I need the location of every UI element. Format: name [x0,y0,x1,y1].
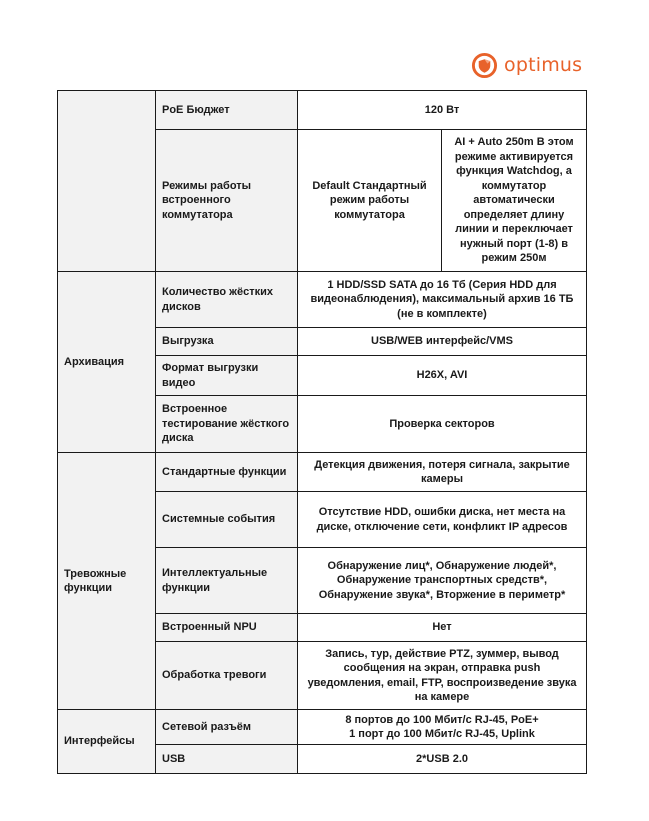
row-label: Встроенное тестирование жёсткого диска [156,396,298,453]
row-value: Детекция движения, потеря сигнала, закрытие камеры [298,453,587,492]
row-value: Запись, тур, действие PTZ, зуммер, вывод сообщения на экран, отправка push уведомления, email, FTP, воспроизведение звука на камере [298,642,587,710]
table-row [58,272,587,328]
row-label: Выгрузка [156,328,298,356]
row-label: Сетевой разъём [156,710,298,745]
row-label: Интеллектуальные функции [156,548,298,614]
row-value: 2*USB 2.0 [298,745,587,774]
row-label: Количество жёстких дисков [156,272,298,328]
value-line: 8 портов до 100 Мбит/с RJ-45, PoE+ [345,713,539,726]
group-label-interfaces: Интерфейсы [58,710,156,774]
brand-name: optimus [504,53,583,76]
spec-table [57,90,587,774]
row-label: Стандартные функции [156,453,298,492]
shield-in-ring-icon [471,52,498,79]
table-row [58,453,587,492]
row-label: Обработка тревоги [156,642,298,710]
row-value-ai-auto-mode: AI + Auto 250m В этом режиме активируется функция Watchdog, а коммутатор автоматически определяет длину линии и переключает нужный порт (1-8) в режим 250м [442,130,587,272]
row-value: Обнаружение лиц*, Обнаружение людей*, Обнаружение транспортных средств*, Обнаружение звука*, Вторжение в периметр* [298,548,587,614]
row-value-network [298,710,587,745]
table-row [58,710,587,745]
group-label-alarm-functions: Тревожные функции [58,453,156,710]
row-label: Режимы работы встроенного коммутатора [156,130,298,272]
row-label: PoE Бюджет [156,91,298,130]
row-value: USB/WEB интерфейс/VMS [298,328,587,356]
row-value: H26X, AVI [298,356,587,396]
row-value: Отсутствие HDD, ошибки диска, нет места на диске, отключение сети, конфликт IP адресов [298,492,587,548]
table-row [58,91,587,130]
row-value: Нет [298,614,587,642]
row-value: 1 HDD/SSD SATA до 16 Тб (Серия HDD для видеонаблюдения), максимальный архив 16 ТБ (не в комплекте) [298,272,587,328]
value-line: 1 порт до 100 Мбит/с RJ-45, Uplink [349,728,535,740]
row-value: Проверка секторов [298,396,587,453]
brand-logo [471,51,582,79]
group-label-archiving: Архивация [58,272,156,453]
group-cell-empty [58,91,156,272]
row-label: Формат выгрузки видео [156,356,298,396]
row-label: Встроенный NPU [156,614,298,642]
row-value: 120 Вт [298,91,587,130]
row-label: USB [156,745,298,774]
row-value-default-mode: Default Стандартный режим работы коммутатора [298,130,442,272]
row-label: Системные события [156,492,298,548]
